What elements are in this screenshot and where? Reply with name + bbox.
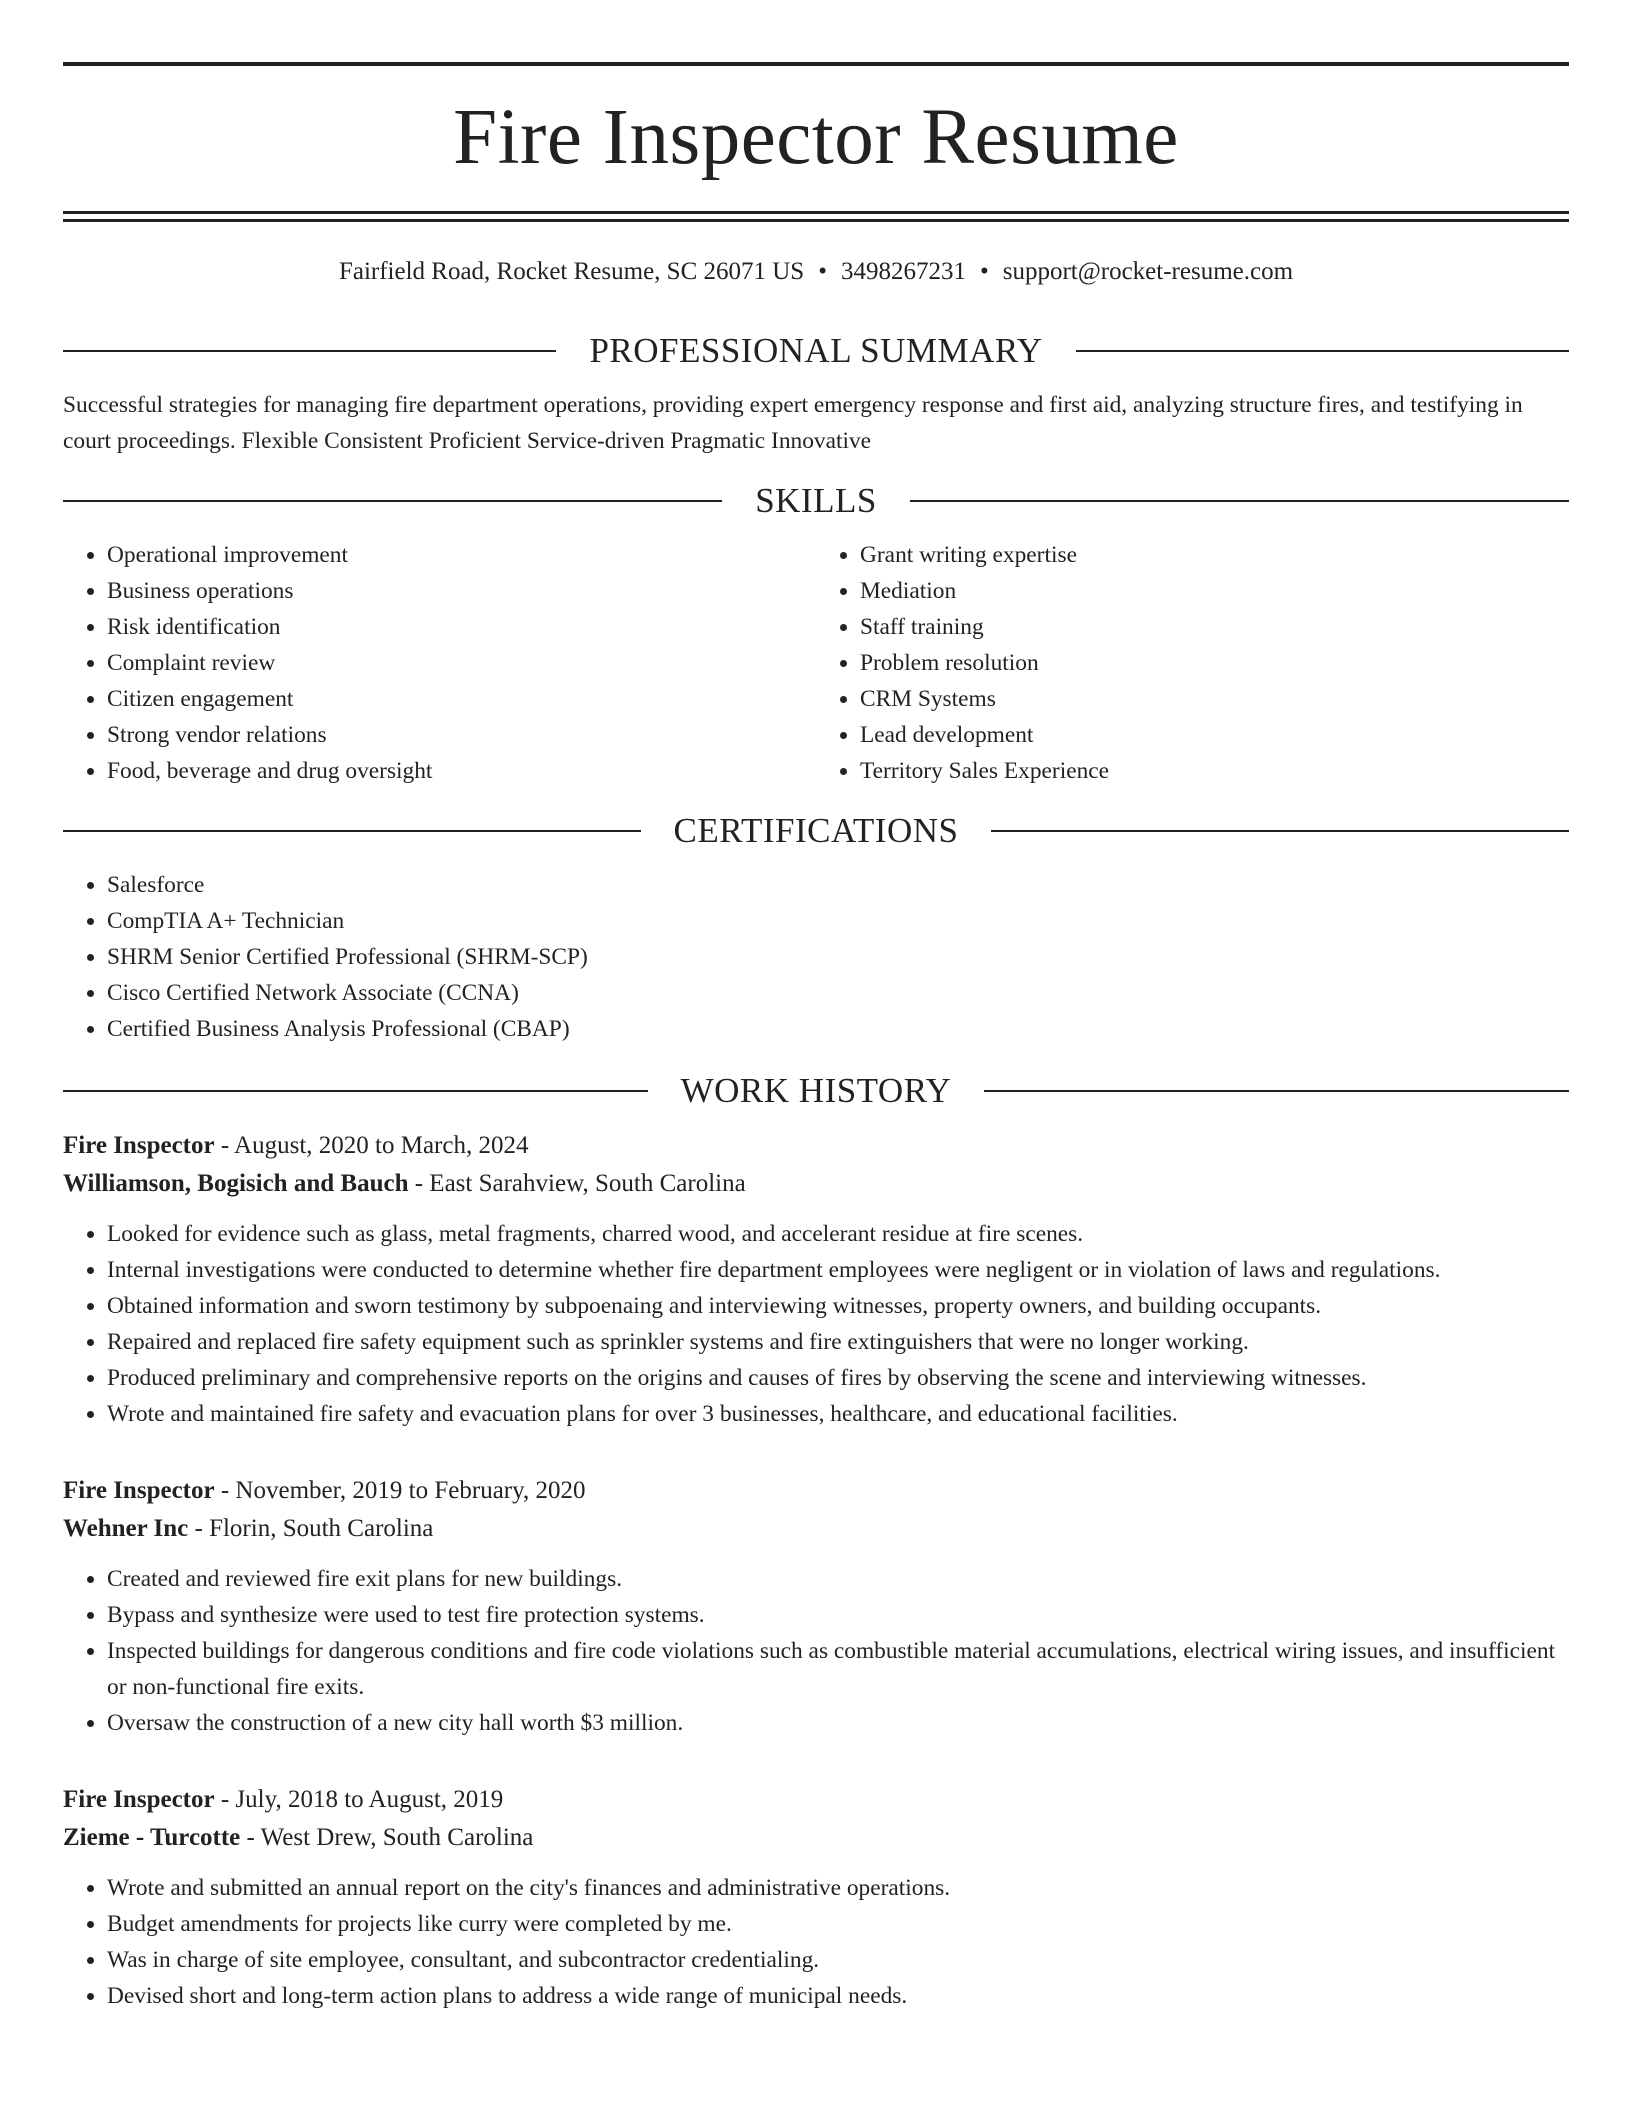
- summary-text: Successful strategies for managing fire department operations, providing expert emergency response and first aid, analyzing structure fires, and testifying in court proceedings. Flexible Consistent Proficient Service-driven Pragmatic Innovative: [63, 392, 1523, 454]
- contact-separator: •: [979, 258, 989, 285]
- list-item: • Oversaw the construction of a new city hall worth $3 million.: [107, 1705, 1569, 1741]
- heading-rule: [1076, 350, 1569, 352]
- job-title: Fire Inspector: [63, 1132, 215, 1159]
- title-double-rule: [63, 211, 1569, 222]
- contact-phone: 3498267231: [840, 258, 966, 285]
- list-item: • Inspected buildings for dangerous conditions and fire code violations such as combustible material accumulations, electrical wiring issues, and insufficient or non-functional fire exits.: [107, 1633, 1569, 1705]
- list-item: • Strong vendor relations: [107, 717, 816, 753]
- list-item: • CompTIA A+ Technician: [107, 903, 1569, 939]
- job-duties-list: [63, 1870, 1569, 2014]
- section-title: WORK HISTORY: [680, 1071, 952, 1110]
- list-item: • SHRM Senior Certified Professional (SHRM-SCP): [107, 939, 1569, 975]
- list-item: • Complaint review: [107, 645, 816, 681]
- top-rule: [63, 62, 1569, 66]
- job-entry: [63, 1127, 1569, 1432]
- list-item: • Budget amendments for projects like curry were completed by me.: [107, 1906, 1569, 1942]
- job-title-line: [63, 1127, 1569, 1165]
- list-item: • Wrote and submitted an annual report on the city's finances and administrative operations.: [107, 1870, 1569, 1906]
- job-duties-list: [63, 1216, 1569, 1432]
- job-entry: [63, 1472, 1569, 1741]
- job-title: Fire Inspector: [63, 1786, 215, 1813]
- job-company-line: [63, 1165, 1569, 1203]
- list-item: • Bypass and synthesize were used to test fire protection systems.: [107, 1597, 1569, 1633]
- list-item: • Risk identification: [107, 609, 816, 645]
- list-item: • Devised short and long-term action plans to address a wide range of municipal needs.: [107, 1978, 1569, 2014]
- list-item: • Operational improvement: [107, 537, 816, 573]
- resume-title: Fire Inspector Resume: [453, 94, 1179, 181]
- job-location: - East Sarahview, South Carolina: [408, 1170, 746, 1197]
- certifications-list: [63, 867, 1569, 1047]
- list-item: • Mediation: [860, 573, 1569, 609]
- skills-list-right: [816, 537, 1569, 789]
- job-company-line: [63, 1510, 1569, 1548]
- section-title: CERTIFICATIONS: [673, 811, 959, 850]
- list-item: • Business operations: [107, 573, 816, 609]
- heading-rule: [63, 500, 722, 502]
- list-item: • Looked for evidence such as glass, metal fragments, charred wood, and accelerant residue at fire scenes.: [107, 1216, 1569, 1252]
- contact-email: support@rocket-resume.com: [1002, 258, 1294, 285]
- list-item: • Territory Sales Experience: [860, 753, 1569, 789]
- list-item: • Salesforce: [107, 867, 1569, 903]
- job-entry: [63, 1781, 1569, 2014]
- job-duties-list: [63, 1561, 1569, 1741]
- section-heading-skills: [63, 481, 1569, 521]
- heading-rule: [991, 830, 1569, 832]
- list-item: • Lead development: [860, 717, 1569, 753]
- job-company-line: [63, 1819, 1569, 1857]
- contact-separator: •: [818, 258, 827, 285]
- contact-line: [63, 257, 1569, 287]
- heading-rule: [984, 1090, 1569, 1092]
- list-item: • Produced preliminary and comprehensive reports on the origins and causes of fires by observing the scene and interviewing witnesses.: [107, 1360, 1569, 1396]
- job-dates: - July, 2018 to August, 2019: [214, 1786, 504, 1813]
- job-company: Williamson, Bogisich and Bauch: [63, 1170, 409, 1197]
- list-item: • Repaired and replaced fire safety equipment such as sprinkler systems and fire extinguishers that were no longer working.: [107, 1324, 1569, 1360]
- job-title: Fire Inspector: [63, 1477, 215, 1504]
- list-item: • Problem resolution: [860, 645, 1569, 681]
- list-item: • Obtained information and sworn testimony by subpoenaing and interviewing witnesses, property owners, and building occupants.: [107, 1288, 1569, 1324]
- job-title-line: [63, 1781, 1569, 1819]
- skills-grid: [63, 537, 1569, 789]
- list-item: • Wrote and maintained fire safety and evacuation plans for over 3 businesses, healthcare, and educational facilities.: [107, 1396, 1569, 1432]
- heading-rule: [63, 830, 641, 832]
- list-item: • Food, beverage and drug oversight: [107, 753, 816, 789]
- section-title: SKILLS: [755, 481, 877, 520]
- heading-rule: [63, 1090, 648, 1092]
- list-item: • Created and reviewed fire exit plans for new buildings.: [107, 1561, 1569, 1597]
- section-heading-certifications: [63, 811, 1569, 851]
- list-item: • Cisco Certified Network Associate (CCNA): [107, 975, 1569, 1011]
- list-item: • Was in charge of site employee, consultant, and subcontractor credentialing.: [107, 1942, 1569, 1978]
- job-title-line: [63, 1472, 1569, 1510]
- job-dates: - November, 2019 to February, 2020: [214, 1477, 586, 1504]
- job-company: Zieme - Turcotte: [63, 1824, 241, 1851]
- job-location: - Florin, South Carolina: [188, 1515, 434, 1542]
- list-item: • Citizen engagement: [107, 681, 816, 717]
- job-company: Wehner Inc: [63, 1515, 189, 1542]
- list-item: • Certified Business Analysis Professional (CBAP): [107, 1011, 1569, 1047]
- list-item: • CRM Systems: [860, 681, 1569, 717]
- job-dates: - August, 2020 to March, 2024: [214, 1132, 529, 1159]
- heading-rule: [910, 500, 1569, 502]
- list-item: • Grant writing expertise: [860, 537, 1569, 573]
- section-heading-summary: [63, 331, 1569, 371]
- list-item: • Staff training: [860, 609, 1569, 645]
- heading-rule: [63, 350, 556, 352]
- list-item: • Internal investigations were conducted to determine whether fire department employees were negligent or in violation of laws and regulations.: [107, 1252, 1569, 1288]
- work-history-list: [63, 1127, 1569, 2014]
- section-title: PROFESSIONAL SUMMARY: [589, 331, 1043, 370]
- contact-address: Fairfield Road, Rocket Resume, SC 26071 US: [338, 258, 805, 285]
- job-location: - West Drew, South Carolina: [240, 1824, 534, 1851]
- section-heading-work-history: [63, 1071, 1569, 1111]
- skills-list-left: [63, 537, 816, 789]
